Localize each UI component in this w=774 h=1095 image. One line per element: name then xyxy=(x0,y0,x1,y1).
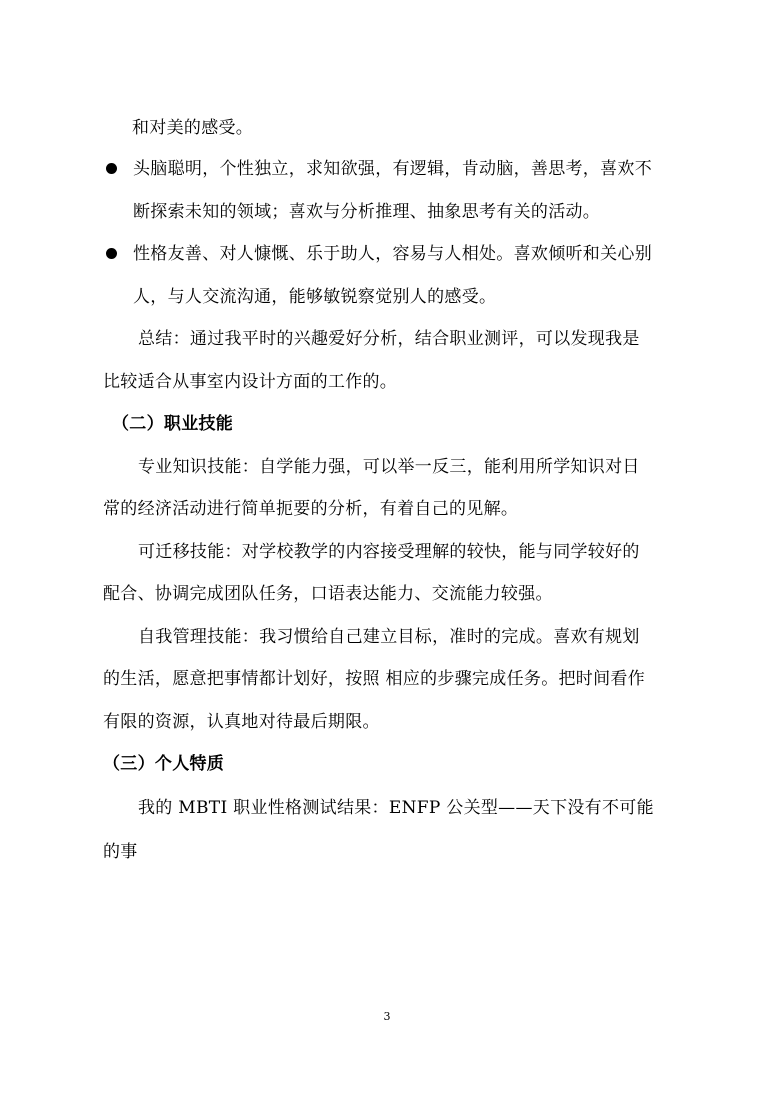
section-3-heading: （三）个人特质 xyxy=(103,754,225,774)
section-3-para-1-line-2: 的事 xyxy=(103,842,138,862)
section-2-para-1-line-1: 专业知识技能：自学能力强，可以举一反三，能利用所学知识对日 xyxy=(138,457,640,477)
continuation-line: 和对美的感受。 xyxy=(132,118,254,138)
section-3-para-1-line-1: 我的 MBTI 职业性格测试结果：ENFP 公关型——天下没有不可能 xyxy=(138,798,654,818)
bullet-2-line-2: 人，与人交流沟通，能够敏锐察觉别人的感受。 xyxy=(133,287,497,307)
section-2-para-3-line-2: 的生活，愿意把事情都计划好，按照 相应的步骤完成任务。把时间看作 xyxy=(103,669,646,689)
section-2-heading: （二）职业技能 xyxy=(112,414,234,434)
section-2-para-3-line-1: 自我管理技能：我习惯给自己建立目标，准时的完成。喜欢有规划 xyxy=(138,627,640,647)
section-2-para-2-line-2: 配合、协调完成团队任务，口语表达能力、交流能力较强。 xyxy=(103,584,553,604)
summary-line-2: 比较适合从事室内设计方面的工作的。 xyxy=(103,372,398,392)
bullet-2-line-1: 性格友善、对人慷慨、乐于助人，容易与人相处。喜欢倾听和关心别 xyxy=(133,244,652,264)
section-2-para-2-line-1: 可迁移技能：对学校教学的内容接受理解的较快，能与同学较好的 xyxy=(138,542,640,562)
section-2-para-3-line-3: 有限的资源，认真地对待最后期限。 xyxy=(103,712,380,732)
summary-line-1: 总结：通过我平时的兴趣爱好分析，结合职业测评，可以发现我是 xyxy=(138,329,640,349)
bullet-1-line-1: 头脑聪明，个性独立，求知欲强，有逻辑，肯动脑，善思考，喜欢不 xyxy=(133,159,652,179)
page-number: 3 xyxy=(383,1010,391,1023)
section-2-para-1-line-2: 常的经济活动进行简单扼要的分析，有着自己的见解。 xyxy=(103,499,519,519)
bullet-dot-icon xyxy=(106,248,117,259)
bullet-dot-icon xyxy=(106,163,117,174)
bullet-1-line-2: 断探索未知的领域；喜欢与分析推理、抽象思考有关的活动。 xyxy=(133,202,601,222)
